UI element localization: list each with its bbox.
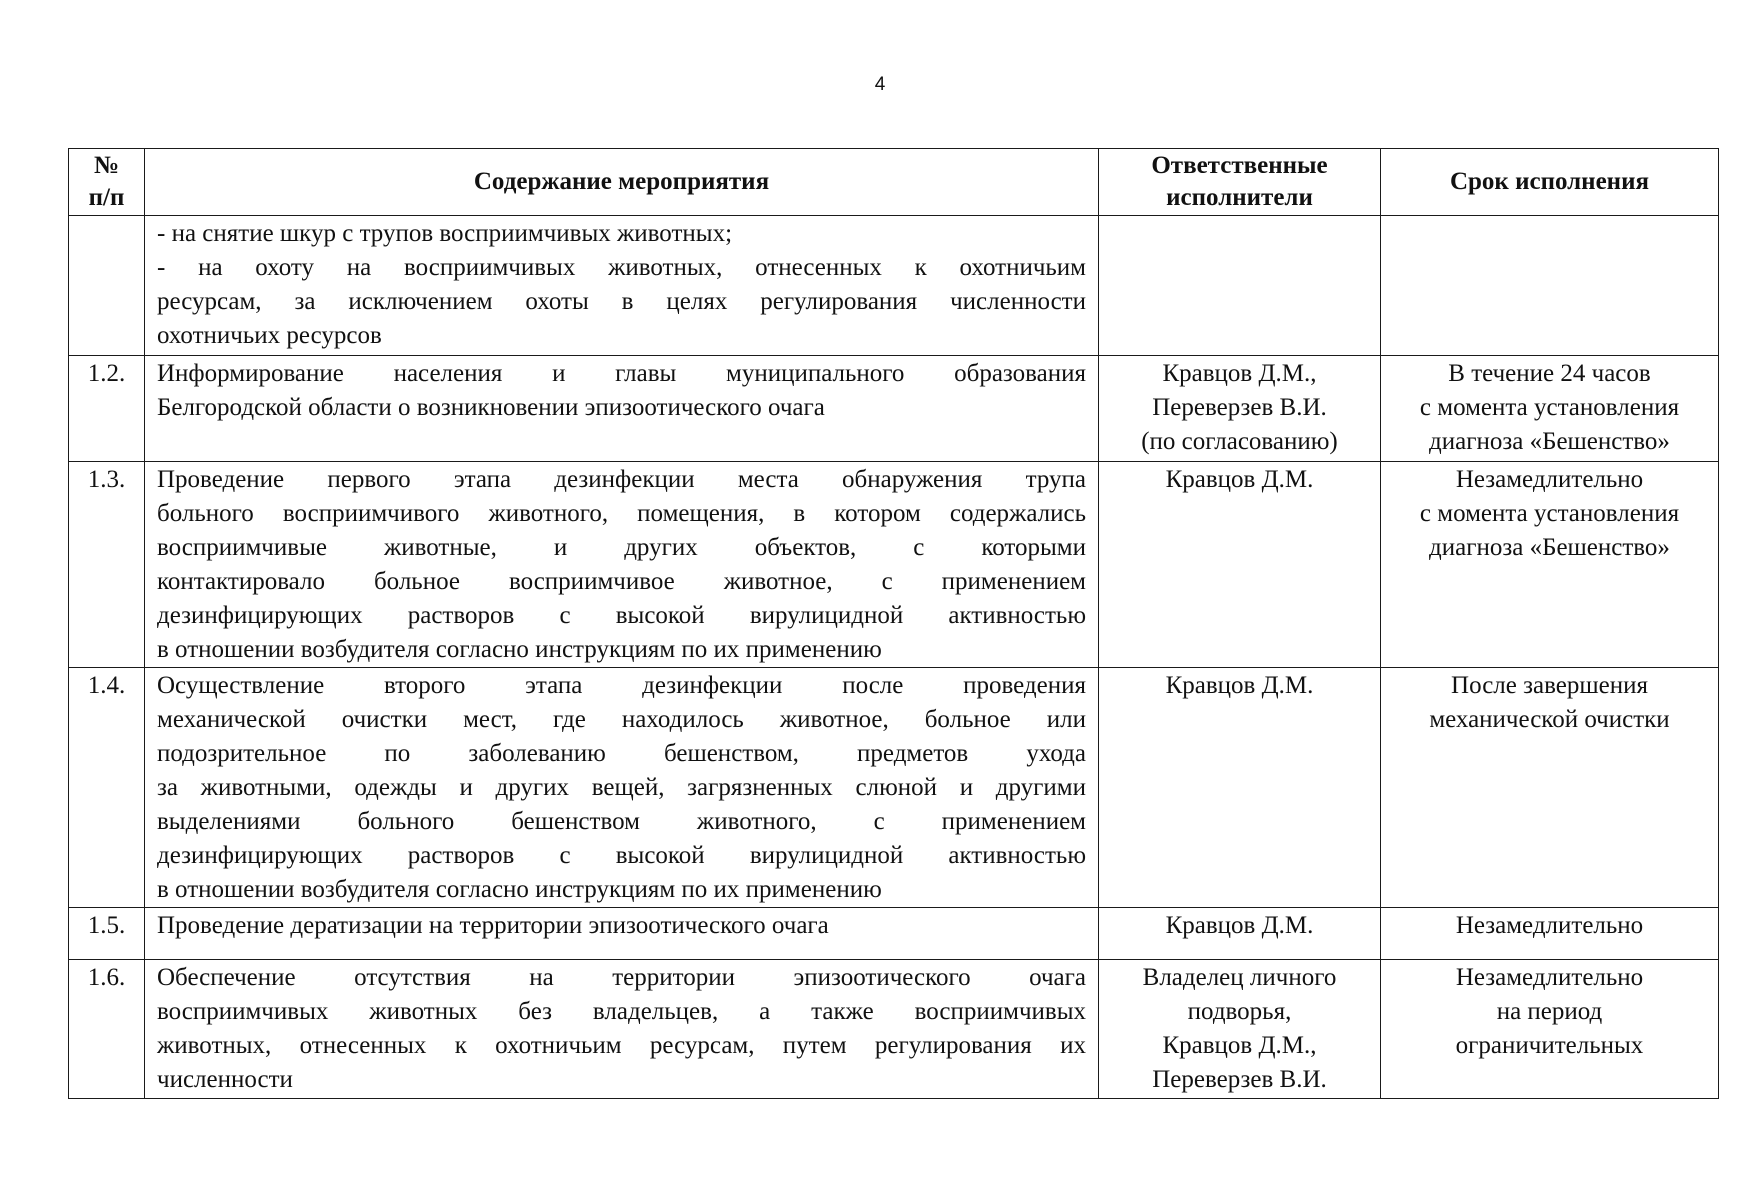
table-row: [69, 356, 1719, 462]
term-line: диагноза «Бешенство»: [1429, 534, 1670, 561]
row-term: [1381, 462, 1719, 668]
content-line: подозрительное по заболеванию бешенством, предметов ухода: [157, 740, 1086, 767]
row-responsible: [1099, 668, 1381, 908]
header-content: Содержание мероприятия: [145, 149, 1099, 216]
content-line: восприимчивые животные, и других объектов, с которыми: [157, 534, 1086, 561]
row-number: [69, 216, 145, 356]
row-content: [145, 960, 1099, 1099]
content-line: выделениями больного бешенством животного, с применением: [157, 808, 1086, 835]
content-line: - на снятие шкур с трупов восприимчивых животных;: [157, 220, 733, 247]
content-line: - на охоту на восприимчивых животных, отнесенных к охотничьим: [157, 254, 1086, 281]
term-line: с момента установления: [1419, 500, 1680, 527]
row-number: 1.4.: [69, 668, 145, 908]
term-line: ограничительных: [1455, 1032, 1644, 1059]
row-content: [145, 668, 1099, 908]
table-header-row: [69, 149, 1719, 216]
content-line: дезинфицирующих растворов с высокой вирулицидной активностью: [157, 842, 1086, 869]
row-responsible: [1099, 216, 1381, 356]
row-responsible: [1099, 462, 1381, 668]
row-term: [1381, 908, 1719, 960]
responsible-line: Кравцов Д.М.,: [1162, 360, 1317, 387]
term-line: После завершения: [1451, 672, 1648, 699]
row-content: [145, 356, 1099, 462]
content-line: в отношении возбудителя согласно инструкциям по их применению: [157, 636, 882, 663]
table-row: [69, 668, 1719, 908]
row-responsible: [1099, 356, 1381, 462]
content-line: Осуществление второго этапа дезинфекции после проведения: [157, 672, 1086, 699]
row-number: 1.2.: [69, 356, 145, 462]
row-responsible: [1099, 908, 1381, 960]
content-line: ресурсам, за исключением охоты в целях регулирования численности: [157, 288, 1086, 315]
content-line: механической очистки мест, где находилось животное, больное или: [157, 706, 1086, 733]
responsible-line: Кравцов Д.М.: [1165, 466, 1314, 493]
term-line: Незамедлительно: [1455, 912, 1644, 939]
row-term: [1381, 960, 1719, 1099]
row-term: [1381, 668, 1719, 908]
row-term: [1381, 356, 1719, 462]
content-line: контактировало больное восприимчивое животное, с применением: [157, 568, 1086, 595]
content-line: численности: [157, 1066, 293, 1093]
responsible-line: Кравцов Д.М.: [1165, 672, 1314, 699]
content-line: Белгородской области о возникновении эпизоотического очага: [157, 394, 825, 421]
content-line: охотничьих ресурсов: [157, 322, 382, 349]
responsible-line: Переверзев В.И.: [1152, 1066, 1327, 1093]
table-row: [69, 216, 1719, 356]
content-line: в отношении возбудителя согласно инструкциям по их применению: [157, 876, 882, 903]
header-number-text: № п/п: [88, 152, 125, 211]
responsible-line: (по согласованию): [1141, 428, 1338, 455]
table-row: [69, 960, 1719, 1099]
responsible-line: Владелец личного: [1142, 964, 1337, 991]
responsible-line: подворья,: [1187, 998, 1292, 1025]
row-content: [145, 216, 1099, 356]
content-line: дезинфицирующих растворов с высокой вирулицидной активностью: [157, 602, 1086, 629]
header-term: Срок исполнения: [1381, 149, 1719, 216]
table-row: [69, 908, 1719, 960]
term-line: механической очистки: [1429, 706, 1670, 733]
content-line: Информирование населения и главы муниципального образования: [157, 360, 1086, 387]
responsible-line: Переверзев В.И.: [1152, 394, 1327, 421]
header-responsible: Ответственные исполнители: [1099, 149, 1381, 216]
content-line: восприимчивых животных без владельцев, а также восприимчивых: [157, 998, 1086, 1025]
content-line: Проведение дератизации на территории эпизоотического очага: [157, 912, 829, 939]
page-number: 4: [874, 74, 886, 95]
content-line: Обеспечение отсутствия на территории эпизоотического очага: [157, 964, 1086, 991]
row-number: 1.5.: [69, 908, 145, 960]
row-content: [145, 908, 1099, 960]
content-line: Проведение первого этапа дезинфекции места обнаружения трупа: [157, 466, 1086, 493]
term-line: В течение 24 часов: [1448, 360, 1651, 387]
row-number: 1.6.: [69, 960, 145, 1099]
row-responsible: [1099, 960, 1381, 1099]
term-line: диагноза «Бешенство»: [1429, 428, 1670, 455]
responsible-line: Кравцов Д.М.: [1165, 912, 1314, 939]
content-line: больного восприимчивого животного, помещения, в котором содержались: [157, 500, 1086, 527]
term-line: Незамедлительно: [1455, 466, 1644, 493]
term-line: на период: [1496, 998, 1603, 1025]
row-content: [145, 462, 1099, 668]
measures-table: [68, 148, 1719, 1099]
term-line: Незамедлительно: [1455, 964, 1644, 991]
row-number: 1.3.: [69, 462, 145, 668]
term-line: с момента установления: [1419, 394, 1680, 421]
header-number: [69, 149, 145, 216]
content-line: животных, отнесенных к охотничьим ресурсам, путем регулирования их: [157, 1032, 1086, 1059]
content-line: за животными, одежды и других вещей, загрязненных слюной и другими: [157, 774, 1086, 801]
responsible-line: Кравцов Д.М.,: [1162, 1032, 1317, 1059]
table-row: [69, 462, 1719, 668]
row-term: [1381, 216, 1719, 356]
